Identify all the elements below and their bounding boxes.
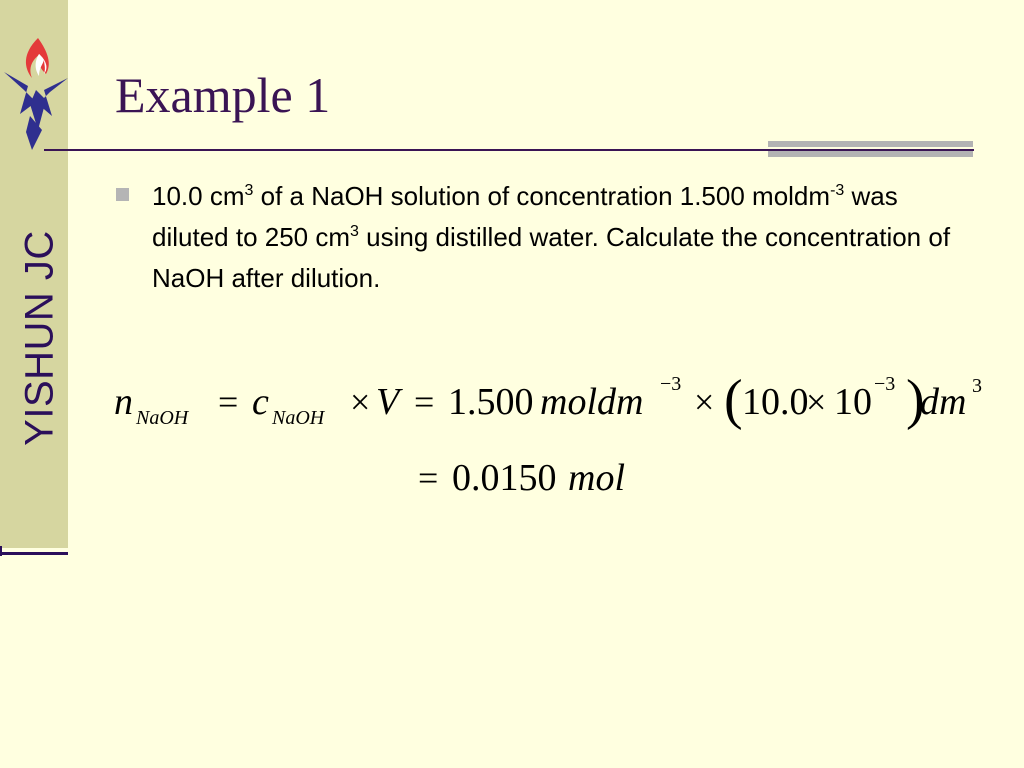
eq-concentration-value: 1.500 xyxy=(448,381,534,423)
accent-band xyxy=(768,151,973,157)
superscript: -3 xyxy=(830,182,845,199)
question-text: using distilled water. Calculate the concentration of NaOH after dilution. xyxy=(152,222,951,293)
eq-times: × xyxy=(806,382,827,422)
superscript: 3 xyxy=(244,182,254,199)
accent-band xyxy=(768,141,973,147)
eq-v: V xyxy=(376,381,400,423)
eq-result-unit: mol xyxy=(568,457,625,499)
square-bullet-icon xyxy=(116,188,129,201)
eq-concentration-unit: moldm xyxy=(540,381,644,423)
eq-n-subscript: NaOH xyxy=(136,407,189,429)
sidebar-divider-tick xyxy=(0,546,2,556)
eq-ten-exponent: −3 xyxy=(874,373,896,395)
question-text: was diluted to 250 cm xyxy=(152,181,898,252)
eq-c: c xyxy=(252,381,269,423)
eq-equals: = xyxy=(414,382,435,422)
equation-block xyxy=(112,370,1012,500)
eq-volume-exponent: 3 xyxy=(972,375,982,397)
eq-volume-unit: dm xyxy=(920,381,967,423)
title-accent-bands xyxy=(768,141,973,161)
question-text: of a NaOH solution of concentration 1.500 moldm xyxy=(253,181,831,211)
sidebar-panel xyxy=(0,0,68,548)
school-name-label: YISHUN JC xyxy=(17,230,62,446)
eq-equals: = xyxy=(418,458,439,498)
eq-times: × xyxy=(694,382,715,422)
eq-times: × xyxy=(350,382,371,422)
equation-svg xyxy=(112,370,1012,500)
question-text: 10.0 cm xyxy=(152,181,245,211)
eq-n: n xyxy=(114,381,133,423)
slide-title: Example 1 xyxy=(115,67,331,123)
eq-concentration-exponent: −3 xyxy=(660,373,682,395)
yishun-jc-logo-icon xyxy=(2,34,72,154)
eq-right-paren: ) xyxy=(906,370,925,431)
sidebar-divider xyxy=(0,552,68,555)
eq-result-value: 0.0150 xyxy=(452,457,557,499)
eq-c-subscript: NaOH xyxy=(272,407,325,429)
eq-left-paren: ( xyxy=(724,370,743,431)
eq-ten: 10 xyxy=(834,381,872,423)
bullet-text xyxy=(152,176,952,299)
eq-equals: = xyxy=(218,382,239,422)
eq-volume-value: 10.0 xyxy=(742,381,809,423)
superscript: 3 xyxy=(350,223,359,240)
